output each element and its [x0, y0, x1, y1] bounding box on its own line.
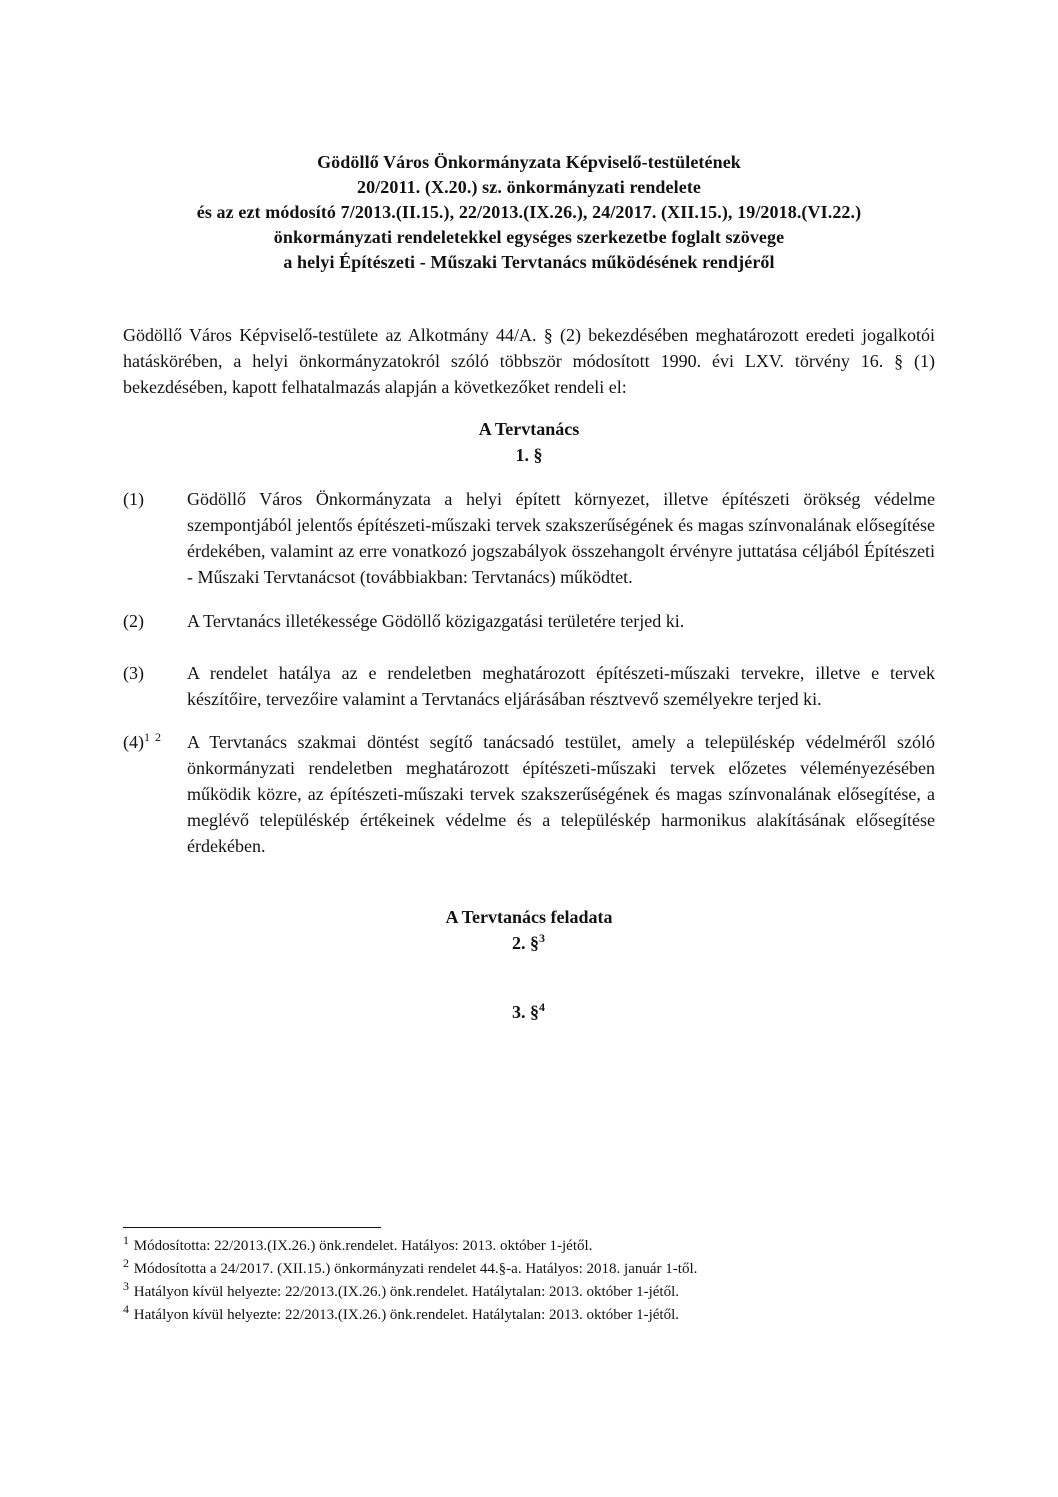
- footnote-text: Módosította: 22/2013.(IX.26.) önk.rendelet. Hatályos: 2013. október 1-jétől.: [133, 1238, 593, 1254]
- section-heading-3: [123, 999, 935, 1025]
- section-heading-number: [123, 999, 935, 1025]
- footnote-number: 1: [123, 1233, 130, 1247]
- clause-item-2: [123, 608, 935, 634]
- title-line-5: a helyi Építészeti - Műszaki Tervtanács működésének rendjéről: [283, 252, 775, 272]
- clause-number: [123, 486, 187, 590]
- clause-item-1: [123, 486, 935, 590]
- clause-text: A Tervtanács szakmai döntést segítő tanácsadó testület, amely a településkép védelméről szóló önkormányzati rendeletben meghatározott építészeti-műszaki tervek előzetes véleményezésében működik közre, az építészeti-műszaki tervek szakszerűségének és magas színvonalának elősegítése, a meglévő településkép értékeinek védelme és a településkép harmonikus alakításának elősegítése érdekében.: [187, 732, 935, 856]
- footnote-separator: [123, 1227, 381, 1228]
- footnote-2: [123, 1258, 935, 1281]
- title-line-4: önkormányzati rendeletekkel egységes szerkezetbe foglalt szövege: [273, 227, 785, 247]
- section-heading-feladata: [123, 904, 935, 956]
- section-heading-tervtanacs: [123, 416, 935, 468]
- clause-number-text: (1): [123, 489, 144, 509]
- footnote-number: 3: [123, 1279, 130, 1293]
- clause-footnote-ref: 1 2: [144, 730, 162, 744]
- clause-number: [123, 729, 187, 859]
- clause-number-text: (3): [123, 663, 144, 683]
- clause-text: Gödöllő Város Önkormányzata a helyi épített környezet, illetve építészeti örökség védelme szempontjából jelentős építészeti-műszaki tervek szakszerűségének és magas színvonalának elősegítése érdekében, valamint az erre vonatkozó jogszabályok összehangolt érvényre juttatása céljából Építészeti - Műszaki Tervtanácsot (továbbiakban: Tervtanács) működtet.: [187, 489, 935, 587]
- clause-number-text: (2): [123, 611, 144, 631]
- footnote-number: 2: [123, 1256, 130, 1270]
- section-heading-title: A Tervtanács: [478, 419, 580, 439]
- document-title-block: [123, 0, 935, 275]
- section-heading-title: A Tervtanács feladata: [445, 907, 613, 927]
- clause-item-4: [123, 729, 935, 859]
- clause-list: [123, 486, 935, 859]
- footnotes-block: [123, 1227, 935, 1327]
- section-number-text: 2. §: [512, 933, 539, 953]
- clause-number: [123, 660, 187, 712]
- section-heading-number: 1. §: [515, 445, 543, 465]
- footnote-text: Hatályon kívül helyezte: 22/2013.(IX.26.) önk.rendelet. Hatálytalan: 2013. október 1-jétől.: [133, 1307, 680, 1323]
- footnote-3: [123, 1281, 935, 1304]
- section-number-text: 3. §: [512, 1002, 539, 1022]
- footnote-1: [123, 1235, 935, 1258]
- clause-item-3: [123, 660, 935, 712]
- clause-number-text: (4): [123, 732, 144, 752]
- title-line-2: 20/2011. (X.20.) sz. önkormányzati rendelete: [356, 177, 702, 197]
- section-footnote-ref: 4: [539, 1000, 546, 1014]
- title-line-3: és az ezt módosító 7/2013.(II.15.), 22/2013.(IX.26.), 24/2017. (XII.15.), 19/2018.(VI.22.): [196, 202, 862, 222]
- section-heading-number: [123, 930, 935, 956]
- footnote-text: Módosította a 24/2017. (XII.15.) önkormányzati rendelet 44.§-a. Hatályos: 2018. január 1-től.: [133, 1261, 698, 1277]
- title-line-1: Gödöllő Város Önkormányzata Képviselő-testületének: [317, 152, 741, 172]
- clause-text: A Tervtanács illetékessége Gödöllő közigazgatási területére terjed ki.: [187, 611, 685, 631]
- clause-number: [123, 608, 187, 634]
- clause-text: A rendelet hatálya az e rendeletben meghatározott építészeti-műszaki tervekre, illetve e tervek készítőire, tervezőire valamint a Tervtanács eljárásában résztvevő személyekre terjed ki.: [187, 663, 935, 709]
- intro-paragraph: Gödöllő Város Képviselő-testülete az Alkotmány 44/A. § (2) bekezdésében meghatározott eredeti jogalkotói hatáskörében, a helyi önkormányzatokról szóló többször módosított 1990. évi LXV. törvény 16. § (1) bekezdésében, kapott felhatalmazás alapján a következőket rendeli el:: [123, 325, 935, 397]
- footnote-number: 4: [123, 1302, 130, 1316]
- footnote-text: Hatályon kívül helyezte: 22/2013.(IX.26.) önk.rendelet. Hatálytalan: 2013. október 1-jétől.: [133, 1284, 680, 1300]
- section-footnote-ref: 3: [539, 931, 546, 945]
- footnote-4: [123, 1304, 935, 1327]
